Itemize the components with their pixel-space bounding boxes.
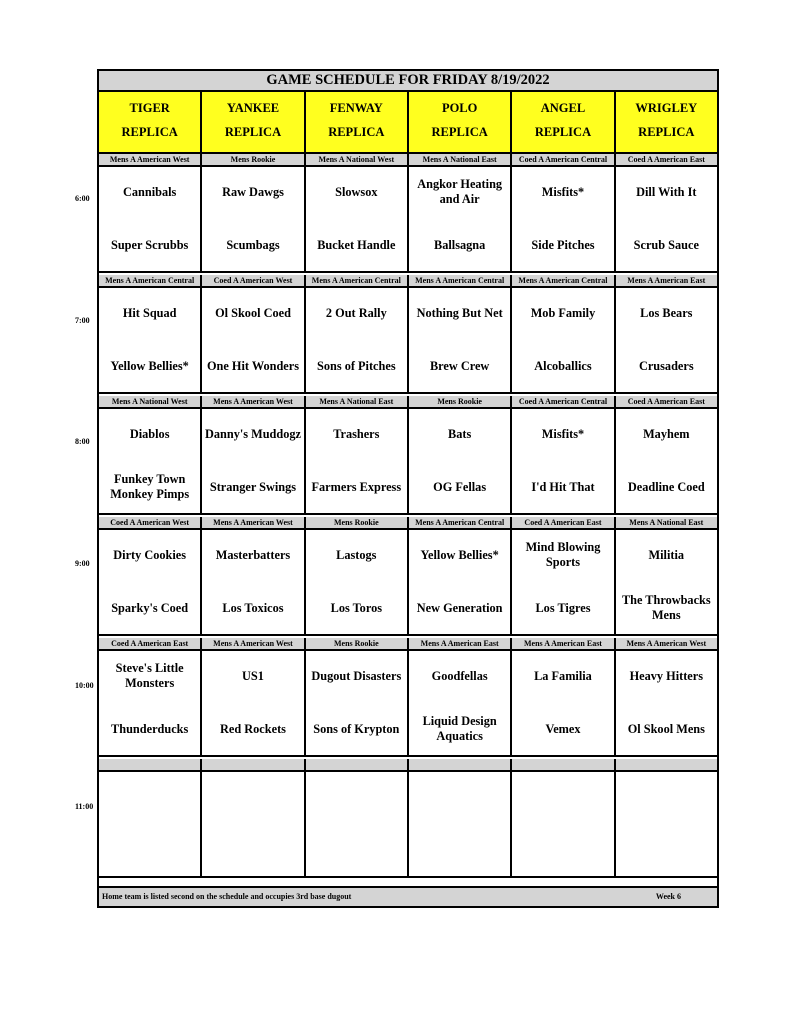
game-cell xyxy=(409,651,512,755)
game-cell xyxy=(512,409,615,513)
game-cell xyxy=(202,288,305,392)
division-label: Mens A American Central xyxy=(512,275,615,286)
field-header-fenway xyxy=(306,92,409,152)
home-team: Scumbags xyxy=(226,237,280,252)
away-team: Angkor Heating and Air xyxy=(417,177,503,206)
home-team: New Generation xyxy=(416,600,503,615)
field-sub: REPLICA xyxy=(121,125,178,139)
division-label: Mens Rookie xyxy=(306,638,409,649)
game-cell xyxy=(306,651,409,755)
field-name: YANKEE xyxy=(226,101,280,115)
game-cell xyxy=(306,409,409,513)
game-cell xyxy=(202,530,305,634)
away-team: Misfits* xyxy=(541,184,585,199)
away-team: Los Bears xyxy=(640,305,693,320)
home-team: I'd Hit That xyxy=(531,479,595,494)
game-cell xyxy=(202,772,305,876)
home-team: Red Rockets xyxy=(220,721,286,736)
away-team: Nothing But Net xyxy=(416,305,503,320)
game-cell xyxy=(616,772,717,876)
home-team xyxy=(306,833,407,867)
games-row xyxy=(99,409,717,515)
game-cell xyxy=(306,772,409,876)
away-team: Goodfellas xyxy=(431,668,488,683)
division-label: Mens A National East xyxy=(409,154,512,165)
field-header-yankee xyxy=(202,92,305,152)
game-cell xyxy=(306,167,409,271)
field-sub: REPLICA xyxy=(638,125,695,139)
game-cell xyxy=(409,288,512,392)
division-label xyxy=(616,759,717,770)
game-cell xyxy=(99,651,202,755)
game-cell xyxy=(99,530,202,634)
game-cell xyxy=(616,530,717,634)
away-team xyxy=(616,780,717,814)
week-label: Week 6 xyxy=(655,892,681,901)
time-label: 9:00 xyxy=(75,559,90,568)
division-label: Mens A American East xyxy=(409,638,512,649)
home-team: Funkey Town Monkey Pimps xyxy=(110,472,190,501)
away-team: Dill With It xyxy=(636,184,697,199)
home-team: Los Toros xyxy=(330,600,383,615)
field-sub: REPLICA xyxy=(224,125,282,139)
division-label: Mens Rookie xyxy=(409,396,512,407)
division-label: Mens A American Central xyxy=(99,275,202,286)
away-team: Hit Squad xyxy=(122,305,177,320)
division-label: Mens A American Central xyxy=(409,517,512,528)
game-cell xyxy=(306,530,409,634)
away-team: Masterbatters xyxy=(215,547,291,562)
away-team xyxy=(409,780,510,814)
away-team: Mob Family xyxy=(530,305,596,320)
home-team: Ballsagna xyxy=(434,237,486,252)
home-team: Deadline Coed xyxy=(627,479,705,494)
home-team: The Throwbacks Mens xyxy=(621,593,711,622)
division-label: Mens Rookie xyxy=(306,517,409,528)
game-cell xyxy=(99,409,202,513)
away-team: Mayhem xyxy=(643,426,690,441)
away-team: Militia xyxy=(648,547,685,562)
home-team: Sons of Pitches xyxy=(317,358,396,373)
schedule-footer xyxy=(99,886,717,906)
field-sub: REPLICA xyxy=(431,125,488,139)
field-header-polo xyxy=(409,92,512,152)
division-label xyxy=(409,759,512,770)
home-team: OG Fellas xyxy=(433,479,487,494)
division-label xyxy=(99,759,202,770)
time-slot xyxy=(99,396,717,515)
field-name: POLO xyxy=(441,101,478,115)
division-row xyxy=(99,759,717,772)
division-label: Coed A American East xyxy=(512,517,615,528)
time-label: 11:00 xyxy=(75,802,94,811)
away-team: Raw Dawgs xyxy=(222,184,284,199)
away-team: US1 xyxy=(242,668,264,683)
schedule-sheet xyxy=(97,69,719,908)
away-team: Bats xyxy=(448,426,472,441)
away-team: Mind Blowing Sports xyxy=(525,540,601,569)
division-label: Mens A American West xyxy=(202,517,305,528)
away-team xyxy=(202,780,303,814)
field-name: TIGER xyxy=(129,101,170,115)
home-team: Thunderducks xyxy=(111,721,189,736)
home-team: Ol Skool Mens xyxy=(627,721,705,736)
division-label: Mens A American Central xyxy=(306,275,409,286)
game-cell xyxy=(512,167,615,271)
home-team: Farmers Express xyxy=(311,479,402,494)
time-slot xyxy=(99,154,717,273)
division-label: Mens A American East xyxy=(512,638,615,649)
game-cell xyxy=(99,288,202,392)
division-row xyxy=(99,154,717,167)
away-team: Ol Skool Coed xyxy=(215,305,291,320)
division-row xyxy=(99,517,717,530)
away-team: Yellow Bellies* xyxy=(420,547,499,562)
game-cell xyxy=(409,772,512,876)
division-label: Mens A American West xyxy=(202,396,305,407)
game-cell xyxy=(202,651,305,755)
home-team: Stranger Swings xyxy=(209,479,297,494)
away-team: Dirty Cookies xyxy=(113,547,187,562)
games-row xyxy=(99,772,717,878)
field-header-tiger xyxy=(99,92,202,152)
away-team: Lastogs xyxy=(336,547,377,562)
game-cell xyxy=(306,288,409,392)
game-cell xyxy=(202,409,305,513)
division-label: Mens A American West xyxy=(99,154,202,165)
away-team: Slowsox xyxy=(335,184,378,199)
division-label xyxy=(512,759,615,770)
game-cell xyxy=(409,530,512,634)
home-team: Los Toxicos xyxy=(222,600,284,615)
home-team: Yellow Bellies* xyxy=(110,358,189,373)
field-name: ANGEL xyxy=(540,101,586,115)
away-team: La Familia xyxy=(534,668,592,683)
away-team xyxy=(306,780,407,814)
division-label: Coed A American East xyxy=(627,397,705,406)
division-label: Coed A American West xyxy=(202,275,305,286)
game-cell xyxy=(616,167,717,271)
division-label xyxy=(306,759,409,770)
home-team: Brew Crew xyxy=(429,358,490,373)
division-label: Coed A American East xyxy=(627,155,705,164)
home-team: Crusaders xyxy=(638,358,694,373)
division-label xyxy=(202,759,305,770)
home-team: Sons of Krypton xyxy=(313,721,400,736)
field-name: WRIGLEY xyxy=(635,101,698,115)
away-team: Danny's Muddogz xyxy=(204,426,301,441)
home-team: Los Tigres xyxy=(535,600,591,615)
field-header-angel xyxy=(512,92,615,152)
games-row xyxy=(99,167,717,273)
time-label: 7:00 xyxy=(75,316,90,325)
game-cell xyxy=(512,530,615,634)
page-title: GAME SCHEDULE FOR FRIDAY 8/19/2022 xyxy=(99,71,717,92)
away-team: Diablos xyxy=(129,426,170,441)
away-team: Steve's Little Monsters xyxy=(115,661,184,690)
game-cell xyxy=(409,409,512,513)
game-cell xyxy=(616,288,717,392)
game-cell xyxy=(616,651,717,755)
time-label: 8:00 xyxy=(75,437,90,446)
field-header-wrigley xyxy=(616,92,717,152)
home-team: Bucket Handle xyxy=(317,237,396,252)
away-team: Trashers xyxy=(333,426,380,441)
game-cell xyxy=(99,772,202,876)
division-label: Mens A American West xyxy=(202,638,305,649)
home-team: One Hit Wonders xyxy=(206,358,299,373)
away-team: Heavy Hitters xyxy=(629,668,704,683)
field-sub: REPLICA xyxy=(534,125,592,139)
division-label: Mens A American East xyxy=(627,276,706,285)
home-team xyxy=(512,833,613,867)
division-label: Mens A National East xyxy=(629,518,704,527)
division-label: Mens A American West xyxy=(626,639,707,648)
time-slot xyxy=(99,638,717,757)
games-row xyxy=(99,530,717,636)
division-label: Mens A American Central xyxy=(409,275,512,286)
division-label: Mens A National West xyxy=(306,154,409,165)
home-team: Vemex xyxy=(545,721,581,736)
field-sub: REPLICA xyxy=(328,125,385,139)
away-team xyxy=(512,780,613,814)
game-cell xyxy=(409,167,512,271)
game-cell xyxy=(616,409,717,513)
field-name: FENWAY xyxy=(329,101,383,115)
footer-note: Home team is listed second on the schedule and occupies 3rd base dugout xyxy=(102,892,352,901)
game-cell xyxy=(202,167,305,271)
time-slot xyxy=(99,275,717,394)
away-team: Cannibals xyxy=(123,184,177,199)
division-row xyxy=(99,396,717,409)
field-header-row xyxy=(99,92,717,154)
home-team xyxy=(202,833,303,867)
time-slot xyxy=(99,759,717,878)
division-row xyxy=(99,275,717,288)
away-team: Misfits* xyxy=(541,426,585,441)
division-label: Mens Rookie xyxy=(202,154,305,165)
home-team xyxy=(409,833,510,867)
home-team xyxy=(99,833,200,867)
time-label: 6:00 xyxy=(75,194,90,203)
home-team: Side Pitches xyxy=(531,237,595,252)
division-label: Mens A National West xyxy=(99,396,202,407)
division-label: Coed A American East xyxy=(99,638,202,649)
home-team xyxy=(616,833,717,867)
games-row xyxy=(99,288,717,394)
away-team xyxy=(99,780,200,814)
game-cell xyxy=(512,288,615,392)
game-cell xyxy=(512,651,615,755)
game-cell xyxy=(99,167,202,271)
division-label: Coed A American Central xyxy=(512,396,615,407)
home-team: Super Scrubbs xyxy=(110,237,189,252)
home-team: Alcoballics xyxy=(534,358,592,373)
games-row xyxy=(99,651,717,757)
division-label: Coed A American West xyxy=(99,517,202,528)
division-label: Coed A American Central xyxy=(512,154,615,165)
game-cell xyxy=(512,772,615,876)
home-team: Liquid Design Aquatics xyxy=(422,714,497,743)
time-label: 10:00 xyxy=(75,681,94,690)
home-team: Scrub Sauce xyxy=(633,237,699,252)
away-team: Dugout Disasters xyxy=(311,668,402,683)
time-slot xyxy=(99,517,717,636)
division-row xyxy=(99,638,717,651)
home-team: Sparky's Coed xyxy=(111,600,189,615)
division-label: Mens A National East xyxy=(306,396,409,407)
away-team: 2 Out Rally xyxy=(325,305,387,320)
